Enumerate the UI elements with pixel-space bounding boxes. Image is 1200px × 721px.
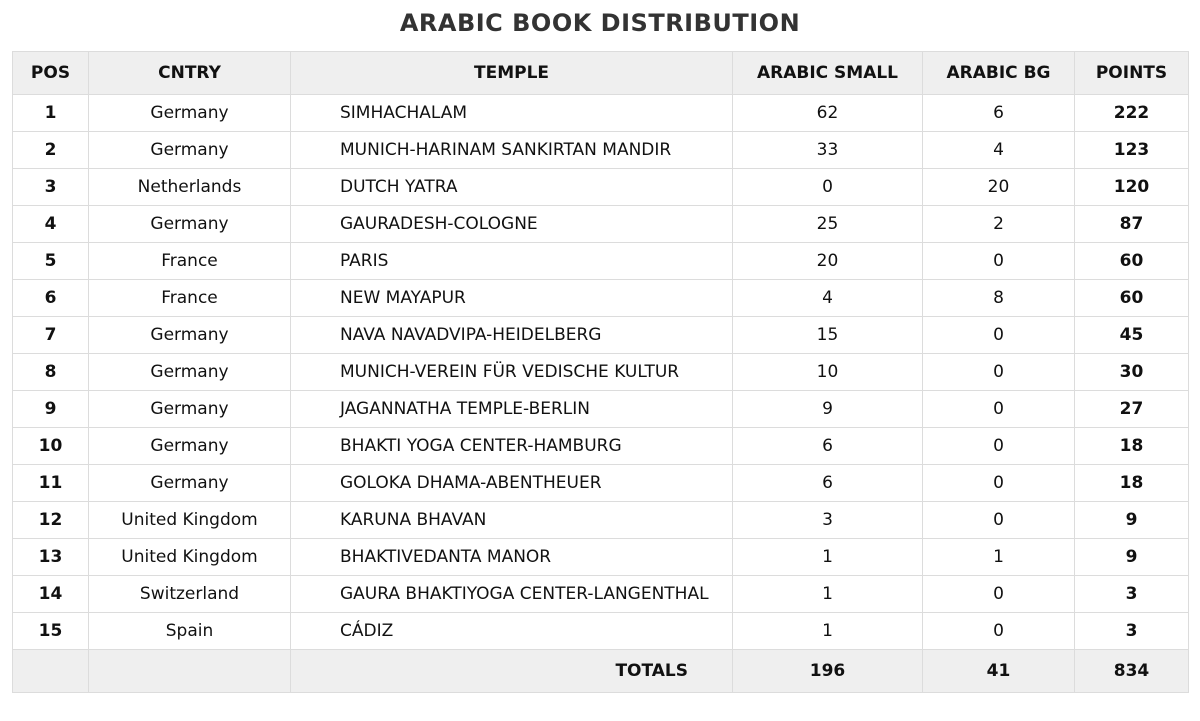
column-header-arabic-small: ARABIC SMALL <box>733 52 923 95</box>
cell-points: 123 <box>1075 132 1189 169</box>
cell-arabic-small: 0 <box>733 169 923 206</box>
cell-arabic-small: 4 <box>733 280 923 317</box>
cell-points: 120 <box>1075 169 1189 206</box>
cell-pos: 10 <box>13 428 89 465</box>
page-title: ARABIC BOOK DISTRIBUTION <box>399 9 801 37</box>
cell-points: 27 <box>1075 391 1189 428</box>
cell-pos: 8 <box>13 354 89 391</box>
cell-arabic-bg: 0 <box>923 317 1075 354</box>
cell-country: Germany <box>89 132 291 169</box>
header-row <box>13 52 1189 95</box>
cell-arabic-bg: 8 <box>923 280 1075 317</box>
cell-temple: GAURA BHAKTIYOGA CENTER-LANGENTHAL <box>291 576 733 613</box>
cell-arabic-small: 6 <box>733 465 923 502</box>
cell-temple: JAGANNATHA TEMPLE-BERLIN <box>291 391 733 428</box>
cell-arabic-small: 6 <box>733 428 923 465</box>
cell-country: Germany <box>89 428 291 465</box>
cell-country: Germany <box>89 465 291 502</box>
cell-pos: 4 <box>13 206 89 243</box>
table-row <box>13 169 1189 206</box>
cell-pos: 2 <box>13 132 89 169</box>
cell-temple: KARUNA BHAVAN <box>291 502 733 539</box>
column-header-country: CNTRY <box>89 52 291 95</box>
cell-country: Germany <box>89 95 291 132</box>
cell-points: 9 <box>1075 502 1189 539</box>
table-row <box>13 280 1189 317</box>
cell-arabic-bg: 0 <box>923 465 1075 502</box>
cell-temple: GAURADESH-COLOGNE <box>291 206 733 243</box>
cell-country: France <box>89 280 291 317</box>
cell-points: 60 <box>1075 243 1189 280</box>
cell-arabic-bg: 0 <box>923 243 1075 280</box>
cell-pos: 15 <box>13 613 89 650</box>
cell-arabic-small: 1 <box>733 576 923 613</box>
cell-points: 87 <box>1075 206 1189 243</box>
table-row <box>13 206 1189 243</box>
totals-arabic-bg: 41 <box>923 650 1075 693</box>
cell-arabic-bg: 2 <box>923 206 1075 243</box>
cell-country: United Kingdom <box>89 502 291 539</box>
cell-country: Germany <box>89 354 291 391</box>
cell-arabic-bg: 20 <box>923 169 1075 206</box>
cell-arabic-bg: 1 <box>923 539 1075 576</box>
cell-pos: 9 <box>13 391 89 428</box>
cell-pos: 7 <box>13 317 89 354</box>
cell-pos: 5 <box>13 243 89 280</box>
table-row <box>13 502 1189 539</box>
cell-arabic-bg: 6 <box>923 95 1075 132</box>
cell-temple: DUTCH YATRA <box>291 169 733 206</box>
cell-points: 18 <box>1075 428 1189 465</box>
table-row <box>13 354 1189 391</box>
cell-pos: 14 <box>13 576 89 613</box>
distribution-table <box>12 51 1189 693</box>
column-header-temple: TEMPLE <box>291 52 733 95</box>
cell-pos: 3 <box>13 169 89 206</box>
cell-arabic-small: 9 <box>733 391 923 428</box>
cell-arabic-bg: 0 <box>923 502 1075 539</box>
cell-temple: PARIS <box>291 243 733 280</box>
cell-points: 18 <box>1075 465 1189 502</box>
cell-temple: SIMHACHALAM <box>291 95 733 132</box>
cell-points: 222 <box>1075 95 1189 132</box>
cell-arabic-small: 33 <box>733 132 923 169</box>
cell-temple: GOLOKA DHAMA-ABENTHEUER <box>291 465 733 502</box>
cell-points: 3 <box>1075 613 1189 650</box>
totals-label: TOTALS <box>291 650 733 693</box>
table-row <box>13 317 1189 354</box>
table-row <box>13 243 1189 280</box>
cell-points: 45 <box>1075 317 1189 354</box>
column-header-pos: POS <box>13 52 89 95</box>
totals-arabic-small: 196 <box>733 650 923 693</box>
cell-arabic-small: 1 <box>733 539 923 576</box>
cell-arabic-bg: 0 <box>923 354 1075 391</box>
cell-arabic-small: 20 <box>733 243 923 280</box>
table-row <box>13 539 1189 576</box>
cell-temple: BHAKTI YOGA CENTER-HAMBURG <box>291 428 733 465</box>
cell-pos: 1 <box>13 95 89 132</box>
cell-country: Germany <box>89 391 291 428</box>
cell-points: 60 <box>1075 280 1189 317</box>
table-row <box>13 465 1189 502</box>
cell-temple: BHAKTIVEDANTA MANOR <box>291 539 733 576</box>
cell-country: United Kingdom <box>89 539 291 576</box>
cell-arabic-small: 62 <box>733 95 923 132</box>
cell-arabic-small: 1 <box>733 613 923 650</box>
cell-country: Netherlands <box>89 169 291 206</box>
cell-arabic-bg: 0 <box>923 613 1075 650</box>
cell-temple: CÁDIZ <box>291 613 733 650</box>
cell-arabic-small: 10 <box>733 354 923 391</box>
cell-temple: NAVA NAVADVIPA-HEIDELBERG <box>291 317 733 354</box>
cell-country: Switzerland <box>89 576 291 613</box>
table-body <box>13 95 1189 650</box>
cell-arabic-bg: 0 <box>923 391 1075 428</box>
column-header-points: POINTS <box>1075 52 1189 95</box>
totals-row <box>13 650 1189 693</box>
table-row <box>13 576 1189 613</box>
cell-country: Germany <box>89 206 291 243</box>
table-row <box>13 391 1189 428</box>
cell-country: France <box>89 243 291 280</box>
cell-temple: MUNICH-HARINAM SANKIRTAN MANDIR <box>291 132 733 169</box>
table-row <box>13 95 1189 132</box>
totals-empty-cell <box>89 650 291 693</box>
totals-points: 834 <box>1075 650 1189 693</box>
cell-pos: 6 <box>13 280 89 317</box>
cell-temple: NEW MAYAPUR <box>291 280 733 317</box>
cell-arabic-small: 25 <box>733 206 923 243</box>
totals-empty-cell <box>13 650 89 693</box>
table-row <box>13 132 1189 169</box>
column-header-arabic-bg: ARABIC BG <box>923 52 1075 95</box>
cell-points: 9 <box>1075 539 1189 576</box>
cell-arabic-small: 3 <box>733 502 923 539</box>
table-row <box>13 428 1189 465</box>
cell-points: 30 <box>1075 354 1189 391</box>
cell-pos: 13 <box>13 539 89 576</box>
cell-country: Spain <box>89 613 291 650</box>
cell-arabic-small: 15 <box>733 317 923 354</box>
cell-temple: MUNICH-VEREIN FÜR VEDISCHE KULTUR <box>291 354 733 391</box>
cell-pos: 11 <box>13 465 89 502</box>
table-row <box>13 613 1189 650</box>
cell-arabic-bg: 0 <box>923 428 1075 465</box>
cell-arabic-bg: 0 <box>923 576 1075 613</box>
cell-pos: 12 <box>13 502 89 539</box>
cell-country: Germany <box>89 317 291 354</box>
cell-points: 3 <box>1075 576 1189 613</box>
cell-arabic-bg: 4 <box>923 132 1075 169</box>
